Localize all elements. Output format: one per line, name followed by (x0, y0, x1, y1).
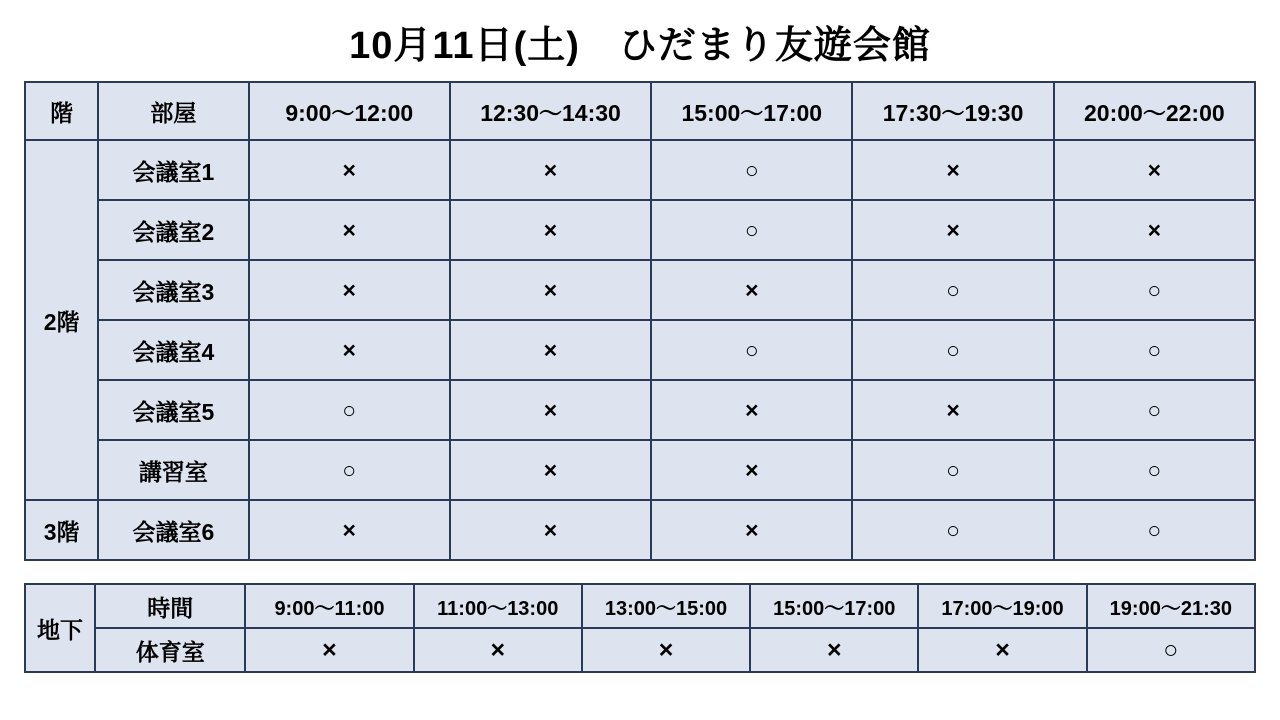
availability-cell: ○ (852, 260, 1053, 320)
availability-cell: × (450, 380, 651, 440)
basement-availability-table (24, 583, 1256, 673)
table-row (25, 320, 1255, 380)
table-header-row (25, 584, 1255, 628)
header-slot-4: 15:00〜17:00 (750, 584, 918, 628)
room-label: 体育室 (95, 628, 245, 672)
room-label: 会議室1 (98, 140, 248, 200)
availability-cell: × (582, 628, 750, 672)
availability-cell: × (414, 628, 582, 672)
availability-cell: ○ (651, 320, 852, 380)
table-header-row (25, 82, 1255, 140)
availability-cell: × (852, 200, 1053, 260)
availability-cell: ○ (249, 380, 450, 440)
availability-cell: ○ (852, 320, 1053, 380)
availability-cell: × (450, 140, 651, 200)
header-slot-1: 9:00〜11:00 (245, 584, 413, 628)
room-availability-table (24, 81, 1256, 561)
availability-cell: × (450, 200, 651, 260)
availability-cell: × (245, 628, 413, 672)
availability-cell: × (750, 628, 918, 672)
availability-cell: ○ (852, 440, 1053, 500)
availability-cell: × (918, 628, 1086, 672)
availability-cell: × (651, 260, 852, 320)
availability-cell: × (249, 140, 450, 200)
availability-cell: × (450, 320, 651, 380)
availability-cell: × (651, 500, 852, 560)
availability-cell: × (1054, 200, 1255, 260)
availability-cell: ○ (852, 500, 1053, 560)
table-row (25, 628, 1255, 672)
header-slot-4: 17:30〜19:30 (852, 82, 1053, 140)
header-slot-6: 19:00〜21:30 (1087, 584, 1255, 628)
header-time: 時間 (95, 584, 245, 628)
room-label: 会議室4 (98, 320, 248, 380)
availability-cell: × (450, 440, 651, 500)
availability-cell: ○ (1087, 628, 1255, 672)
header-slot-5: 20:00〜22:00 (1054, 82, 1255, 140)
table-row (25, 440, 1255, 500)
availability-cell: × (651, 380, 852, 440)
room-label: 講習室 (98, 440, 248, 500)
availability-cell: ○ (1054, 260, 1255, 320)
availability-cell: × (852, 380, 1053, 440)
availability-cell: × (249, 200, 450, 260)
floor-label-basement: 地下 (25, 584, 95, 672)
availability-cell: × (852, 140, 1053, 200)
availability-cell: × (651, 440, 852, 500)
header-slot-5: 17:00〜19:00 (918, 584, 1086, 628)
table-row (25, 380, 1255, 440)
room-label: 会議室5 (98, 380, 248, 440)
availability-cell: ○ (651, 200, 852, 260)
header-floor: 階 (25, 82, 98, 140)
header-slot-1: 9:00〜12:00 (249, 82, 450, 140)
availability-cell: × (1054, 140, 1255, 200)
availability-cell: ○ (1054, 320, 1255, 380)
availability-cell: ○ (651, 140, 852, 200)
header-room: 部屋 (98, 82, 248, 140)
table-spacer (0, 561, 1280, 583)
availability-cell: ○ (1054, 440, 1255, 500)
availability-cell: ○ (249, 440, 450, 500)
page-title: 10月11日(土) ひだまり友遊会館 (349, 25, 931, 67)
header-slot-2: 11:00〜13:00 (414, 584, 582, 628)
header-slot-3: 13:00〜15:00 (582, 584, 750, 628)
availability-cell: ○ (1054, 380, 1255, 440)
availability-cell: × (249, 500, 450, 560)
table-row (25, 500, 1255, 560)
table-row (25, 200, 1255, 260)
header-slot-2: 12:30〜14:30 (450, 82, 651, 140)
table-row (25, 140, 1255, 200)
header-slot-3: 15:00〜17:00 (651, 82, 852, 140)
table-row (25, 260, 1255, 320)
availability-cell: × (249, 260, 450, 320)
room-label: 会議室3 (98, 260, 248, 320)
floor-label-2f: 2階 (25, 140, 98, 500)
availability-cell: ○ (1054, 500, 1255, 560)
floor-label-3f: 3階 (25, 500, 98, 560)
room-label: 会議室6 (98, 500, 248, 560)
room-label: 会議室2 (98, 200, 248, 260)
availability-cell: × (450, 260, 651, 320)
availability-cell: × (450, 500, 651, 560)
availability-cell: × (249, 320, 450, 380)
